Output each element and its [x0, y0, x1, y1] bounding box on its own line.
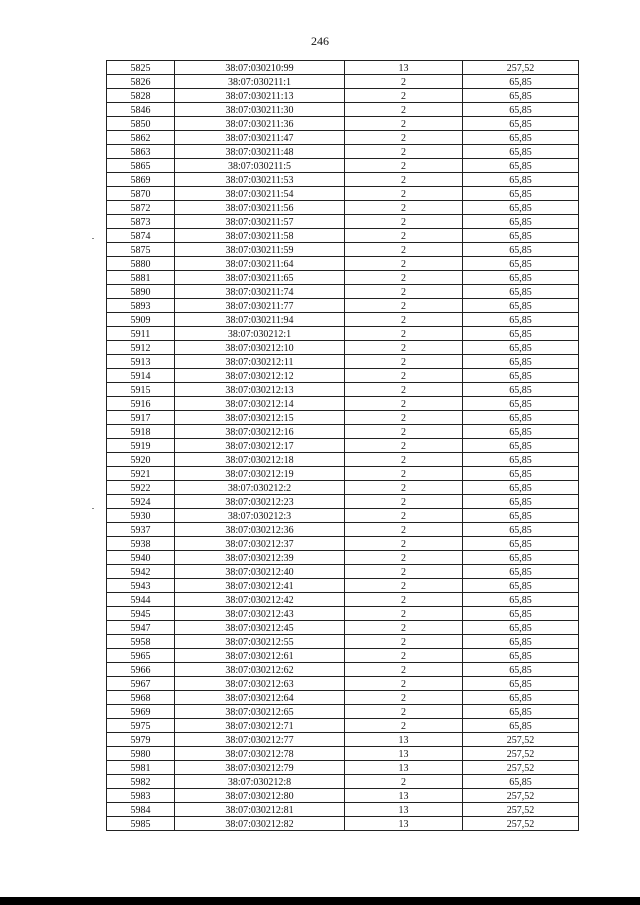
cell-id: 5982	[107, 775, 175, 789]
cell-count: 2	[345, 257, 463, 271]
cell-id: 5881	[107, 271, 175, 285]
cell-id: 5975	[107, 719, 175, 733]
cell-amount: 65,85	[463, 397, 579, 411]
cell-count: 2	[345, 621, 463, 635]
cell-id: 5912	[107, 341, 175, 355]
table-row	[107, 341, 579, 355]
cell-id: 5979	[107, 733, 175, 747]
cell-count: 13	[345, 61, 463, 75]
cell-id: 5918	[107, 425, 175, 439]
cell-cadastral-number: 38:07:030212:14	[175, 397, 345, 411]
table-row	[107, 327, 579, 341]
table-row	[107, 691, 579, 705]
cell-id: 5937	[107, 523, 175, 537]
cell-cadastral-number: 38:07:030212:19	[175, 467, 345, 481]
cell-cadastral-number: 38:07:030211:74	[175, 285, 345, 299]
cell-cadastral-number: 38:07:030212:37	[175, 537, 345, 551]
table-row	[107, 761, 579, 775]
cell-amount: 65,85	[463, 579, 579, 593]
cell-count: 2	[345, 341, 463, 355]
cell-cadastral-number: 38:07:030212:71	[175, 719, 345, 733]
cell-cadastral-number: 38:07:030212:55	[175, 635, 345, 649]
cell-id: 5863	[107, 145, 175, 159]
cell-cadastral-number: 38:07:030211:56	[175, 201, 345, 215]
table-row	[107, 523, 579, 537]
cell-id: 5940	[107, 551, 175, 565]
cell-id: 5981	[107, 761, 175, 775]
table-row	[107, 299, 579, 313]
cell-count: 2	[345, 103, 463, 117]
cell-cadastral-number: 38:07:030212:62	[175, 663, 345, 677]
cell-count: 2	[345, 705, 463, 719]
cell-cadastral-number: 38:07:030212:12	[175, 369, 345, 383]
cell-id: 5985	[107, 817, 175, 831]
cell-cadastral-number: 38:07:030212:17	[175, 439, 345, 453]
cell-count: 2	[345, 565, 463, 579]
cell-id: 5924	[107, 495, 175, 509]
cell-count: 2	[345, 691, 463, 705]
table-row	[107, 229, 579, 243]
cell-id: 5911	[107, 327, 175, 341]
cell-count: 2	[345, 579, 463, 593]
cell-cadastral-number: 38:07:030211:30	[175, 103, 345, 117]
cell-count: 2	[345, 201, 463, 215]
cell-amount: 65,85	[463, 257, 579, 271]
cell-id: 5865	[107, 159, 175, 173]
cell-count: 2	[345, 649, 463, 663]
cell-amount: 65,85	[463, 117, 579, 131]
table-row	[107, 383, 579, 397]
cell-amount: 65,85	[463, 439, 579, 453]
cell-cadastral-number: 38:07:030212:45	[175, 621, 345, 635]
cell-count: 13	[345, 789, 463, 803]
cell-cadastral-number: 38:07:030212:36	[175, 523, 345, 537]
cell-cadastral-number: 38:07:030212:16	[175, 425, 345, 439]
cell-amount: 65,85	[463, 705, 579, 719]
cell-id: 5874	[107, 229, 175, 243]
cell-count: 2	[345, 677, 463, 691]
cell-amount: 65,85	[463, 285, 579, 299]
cell-id: 5968	[107, 691, 175, 705]
cell-id: 5967	[107, 677, 175, 691]
cell-id: 5909	[107, 313, 175, 327]
table-row	[107, 215, 579, 229]
cell-cadastral-number: 38:07:030212:82	[175, 817, 345, 831]
cell-count: 2	[345, 775, 463, 789]
cell-id: 5980	[107, 747, 175, 761]
cell-amount: 257,52	[463, 803, 579, 817]
cell-id: 5947	[107, 621, 175, 635]
cell-id: 5873	[107, 215, 175, 229]
table-row	[107, 131, 579, 145]
cell-count: 2	[345, 439, 463, 453]
data-table	[106, 60, 579, 831]
cell-amount: 65,85	[463, 243, 579, 257]
cell-count: 2	[345, 509, 463, 523]
cell-cadastral-number: 38:07:030212:80	[175, 789, 345, 803]
cell-count: 2	[345, 355, 463, 369]
cell-cadastral-number: 38:07:030211:13	[175, 89, 345, 103]
cell-count: 13	[345, 747, 463, 761]
cell-cadastral-number: 38:07:030212:39	[175, 551, 345, 565]
cell-amount: 65,85	[463, 159, 579, 173]
cell-amount: 65,85	[463, 313, 579, 327]
cell-id: 5916	[107, 397, 175, 411]
cell-amount: 65,85	[463, 89, 579, 103]
cell-id: 5969	[107, 705, 175, 719]
cell-count: 2	[345, 271, 463, 285]
cell-count: 2	[345, 523, 463, 537]
table-row	[107, 271, 579, 285]
cell-count: 13	[345, 733, 463, 747]
cell-amount: 65,85	[463, 537, 579, 551]
cell-cadastral-number: 38:07:030212:42	[175, 593, 345, 607]
cell-count: 2	[345, 243, 463, 257]
cell-id: 5943	[107, 579, 175, 593]
cell-count: 2	[345, 411, 463, 425]
table-row	[107, 201, 579, 215]
cell-id: 5825	[107, 61, 175, 75]
cell-cadastral-number: 38:07:030212:79	[175, 761, 345, 775]
table-row	[107, 411, 579, 425]
cell-amount: 65,85	[463, 551, 579, 565]
cell-id: 5920	[107, 453, 175, 467]
cell-id: 5846	[107, 103, 175, 117]
table-row	[107, 173, 579, 187]
cell-amount: 65,85	[463, 411, 579, 425]
cell-id: 5875	[107, 243, 175, 257]
cell-id: 5862	[107, 131, 175, 145]
cell-amount: 65,85	[463, 299, 579, 313]
cell-id: 5958	[107, 635, 175, 649]
table-row	[107, 537, 579, 551]
cell-amount: 257,52	[463, 789, 579, 803]
cell-id: 5930	[107, 509, 175, 523]
cell-id: 5965	[107, 649, 175, 663]
table-row	[107, 579, 579, 593]
cell-amount: 65,85	[463, 103, 579, 117]
table-row	[107, 425, 579, 439]
cell-amount: 65,85	[463, 467, 579, 481]
cell-count: 2	[345, 551, 463, 565]
table-row	[107, 789, 579, 803]
page-number: 246	[311, 34, 329, 48]
cell-amount: 65,85	[463, 495, 579, 509]
cell-cadastral-number: 38:07:030211:64	[175, 257, 345, 271]
cell-id: 5869	[107, 173, 175, 187]
cell-amount: 65,85	[463, 131, 579, 145]
table-body	[107, 61, 579, 831]
cell-cadastral-number: 38:07:030211:58	[175, 229, 345, 243]
cell-cadastral-number: 38:07:030211:5	[175, 159, 345, 173]
cell-id: 5890	[107, 285, 175, 299]
cell-cadastral-number: 38:07:030211:94	[175, 313, 345, 327]
cell-id: 5913	[107, 355, 175, 369]
cell-count: 2	[345, 75, 463, 89]
cell-cadastral-number: 38:07:030212:64	[175, 691, 345, 705]
table-row	[107, 607, 579, 621]
cell-amount: 65,85	[463, 271, 579, 285]
cell-amount: 65,85	[463, 425, 579, 439]
cell-amount: 65,85	[463, 649, 579, 663]
cell-cadastral-number: 38:07:030211:59	[175, 243, 345, 257]
cell-id: 5938	[107, 537, 175, 551]
cell-amount: 65,85	[463, 369, 579, 383]
table-row	[107, 397, 579, 411]
cell-count: 2	[345, 173, 463, 187]
cell-amount: 65,85	[463, 215, 579, 229]
cell-amount: 65,85	[463, 621, 579, 635]
cell-id: 5942	[107, 565, 175, 579]
cell-cadastral-number: 38:07:030212:13	[175, 383, 345, 397]
cell-amount: 65,85	[463, 145, 579, 159]
cell-count: 2	[345, 229, 463, 243]
cell-amount: 65,85	[463, 565, 579, 579]
cell-id: 5880	[107, 257, 175, 271]
table-row	[107, 313, 579, 327]
table-row	[107, 355, 579, 369]
cell-count: 2	[345, 187, 463, 201]
cell-count: 2	[345, 537, 463, 551]
table-row	[107, 89, 579, 103]
table-row	[107, 803, 579, 817]
table-row	[107, 565, 579, 579]
cell-amount: 65,85	[463, 75, 579, 89]
cell-id: 5945	[107, 607, 175, 621]
cell-amount: 65,85	[463, 201, 579, 215]
cell-cadastral-number: 38:07:030211:77	[175, 299, 345, 313]
table-row	[107, 551, 579, 565]
table-row	[107, 243, 579, 257]
table-row	[107, 117, 579, 131]
cell-amount: 65,85	[463, 355, 579, 369]
table-row	[107, 145, 579, 159]
cell-count: 2	[345, 495, 463, 509]
cell-count: 2	[345, 215, 463, 229]
cell-cadastral-number: 38:07:030212:2	[175, 481, 345, 495]
table-row	[107, 593, 579, 607]
cell-count: 2	[345, 607, 463, 621]
cell-count: 2	[345, 397, 463, 411]
table-row	[107, 509, 579, 523]
cell-amount: 65,85	[463, 663, 579, 677]
table-row	[107, 257, 579, 271]
cell-id: 5944	[107, 593, 175, 607]
cell-count: 13	[345, 817, 463, 831]
cell-cadastral-number: 38:07:030212:1	[175, 327, 345, 341]
table-row	[107, 467, 579, 481]
table-row	[107, 663, 579, 677]
cell-cadastral-number: 38:07:030212:8	[175, 775, 345, 789]
cell-amount: 65,85	[463, 229, 579, 243]
cell-count: 2	[345, 383, 463, 397]
cell-count: 2	[345, 663, 463, 677]
cell-count: 13	[345, 803, 463, 817]
cell-id: 5914	[107, 369, 175, 383]
cell-amount: 257,52	[463, 761, 579, 775]
cell-count: 2	[345, 635, 463, 649]
cell-cadastral-number: 38:07:030212:41	[175, 579, 345, 593]
cell-amount: 65,85	[463, 635, 579, 649]
table-row	[107, 817, 579, 831]
cell-id: 5917	[107, 411, 175, 425]
cell-amount: 65,85	[463, 593, 579, 607]
cell-cadastral-number: 38:07:030212:81	[175, 803, 345, 817]
table-row	[107, 369, 579, 383]
cell-id: 5870	[107, 187, 175, 201]
scan-mark	[92, 508, 94, 509]
table-row	[107, 775, 579, 789]
cell-amount: 65,85	[463, 775, 579, 789]
cell-count: 2	[345, 467, 463, 481]
cell-count: 2	[345, 131, 463, 145]
cell-cadastral-number: 38:07:030212:15	[175, 411, 345, 425]
cell-amount: 65,85	[463, 509, 579, 523]
cell-count: 2	[345, 719, 463, 733]
table-row	[107, 733, 579, 747]
cell-cadastral-number: 38:07:030211:36	[175, 117, 345, 131]
cell-cadastral-number: 38:07:030210:99	[175, 61, 345, 75]
cell-id: 5922	[107, 481, 175, 495]
cell-amount: 65,85	[463, 187, 579, 201]
cell-id: 5850	[107, 117, 175, 131]
cell-id: 5826	[107, 75, 175, 89]
table-row	[107, 719, 579, 733]
cell-amount: 65,85	[463, 341, 579, 355]
cell-count: 2	[345, 145, 463, 159]
cell-amount: 65,85	[463, 383, 579, 397]
cell-cadastral-number: 38:07:030212:40	[175, 565, 345, 579]
cell-count: 2	[345, 327, 463, 341]
cell-amount: 65,85	[463, 173, 579, 187]
scan-edge-bar	[0, 897, 640, 905]
table-row	[107, 187, 579, 201]
table-row	[107, 75, 579, 89]
cell-cadastral-number: 38:07:030212:65	[175, 705, 345, 719]
cell-amount: 257,52	[463, 747, 579, 761]
cell-count: 2	[345, 453, 463, 467]
cell-cadastral-number: 38:07:030212:61	[175, 649, 345, 663]
table-row	[107, 649, 579, 663]
cell-cadastral-number: 38:07:030212:11	[175, 355, 345, 369]
cell-cadastral-number: 38:07:030212:78	[175, 747, 345, 761]
cell-cadastral-number: 38:07:030212:18	[175, 453, 345, 467]
cell-id: 5893	[107, 299, 175, 313]
table-row	[107, 439, 579, 453]
cell-amount: 257,52	[463, 817, 579, 831]
cell-cadastral-number: 38:07:030211:57	[175, 215, 345, 229]
cell-amount: 65,85	[463, 327, 579, 341]
table-row	[107, 635, 579, 649]
table-row	[107, 495, 579, 509]
cell-count: 13	[345, 761, 463, 775]
cell-cadastral-number: 38:07:030212:77	[175, 733, 345, 747]
table-row	[107, 621, 579, 635]
cell-amount: 257,52	[463, 61, 579, 75]
cell-cadastral-number: 38:07:030211:47	[175, 131, 345, 145]
cell-count: 2	[345, 117, 463, 131]
cell-cadastral-number: 38:07:030211:1	[175, 75, 345, 89]
cell-amount: 65,85	[463, 453, 579, 467]
table-row	[107, 159, 579, 173]
table-row	[107, 61, 579, 75]
cell-id: 5872	[107, 201, 175, 215]
cell-amount: 257,52	[463, 733, 579, 747]
cell-amount: 65,85	[463, 607, 579, 621]
cell-amount: 65,85	[463, 481, 579, 495]
cell-amount: 65,85	[463, 719, 579, 733]
cell-count: 2	[345, 593, 463, 607]
table-row	[107, 705, 579, 719]
cell-cadastral-number: 38:07:030211:65	[175, 271, 345, 285]
table-row	[107, 285, 579, 299]
cell-amount: 65,85	[463, 523, 579, 537]
cell-cadastral-number: 38:07:030212:23	[175, 495, 345, 509]
cell-amount: 65,85	[463, 677, 579, 691]
cell-cadastral-number: 38:07:030212:3	[175, 509, 345, 523]
cell-count: 2	[345, 285, 463, 299]
cell-cadastral-number: 38:07:030211:54	[175, 187, 345, 201]
cell-count: 2	[345, 369, 463, 383]
cell-count: 2	[345, 89, 463, 103]
cell-id: 5966	[107, 663, 175, 677]
cell-count: 2	[345, 425, 463, 439]
cell-count: 2	[345, 299, 463, 313]
cell-amount: 65,85	[463, 691, 579, 705]
cell-id: 5919	[107, 439, 175, 453]
cell-cadastral-number: 38:07:030211:48	[175, 145, 345, 159]
cell-cadastral-number: 38:07:030211:53	[175, 173, 345, 187]
cell-count: 2	[345, 313, 463, 327]
cell-id: 5828	[107, 89, 175, 103]
table-row	[107, 453, 579, 467]
table-row	[107, 481, 579, 495]
table-row	[107, 747, 579, 761]
cell-id: 5915	[107, 383, 175, 397]
cell-id: 5921	[107, 467, 175, 481]
cell-count: 2	[345, 159, 463, 173]
scan-mark	[92, 238, 94, 239]
cell-cadastral-number: 38:07:030212:43	[175, 607, 345, 621]
cell-cadastral-number: 38:07:030212:63	[175, 677, 345, 691]
table-row	[107, 677, 579, 691]
cell-cadastral-number: 38:07:030212:10	[175, 341, 345, 355]
table-row	[107, 103, 579, 117]
cell-count: 2	[345, 481, 463, 495]
cell-id: 5983	[107, 789, 175, 803]
cell-id: 5984	[107, 803, 175, 817]
